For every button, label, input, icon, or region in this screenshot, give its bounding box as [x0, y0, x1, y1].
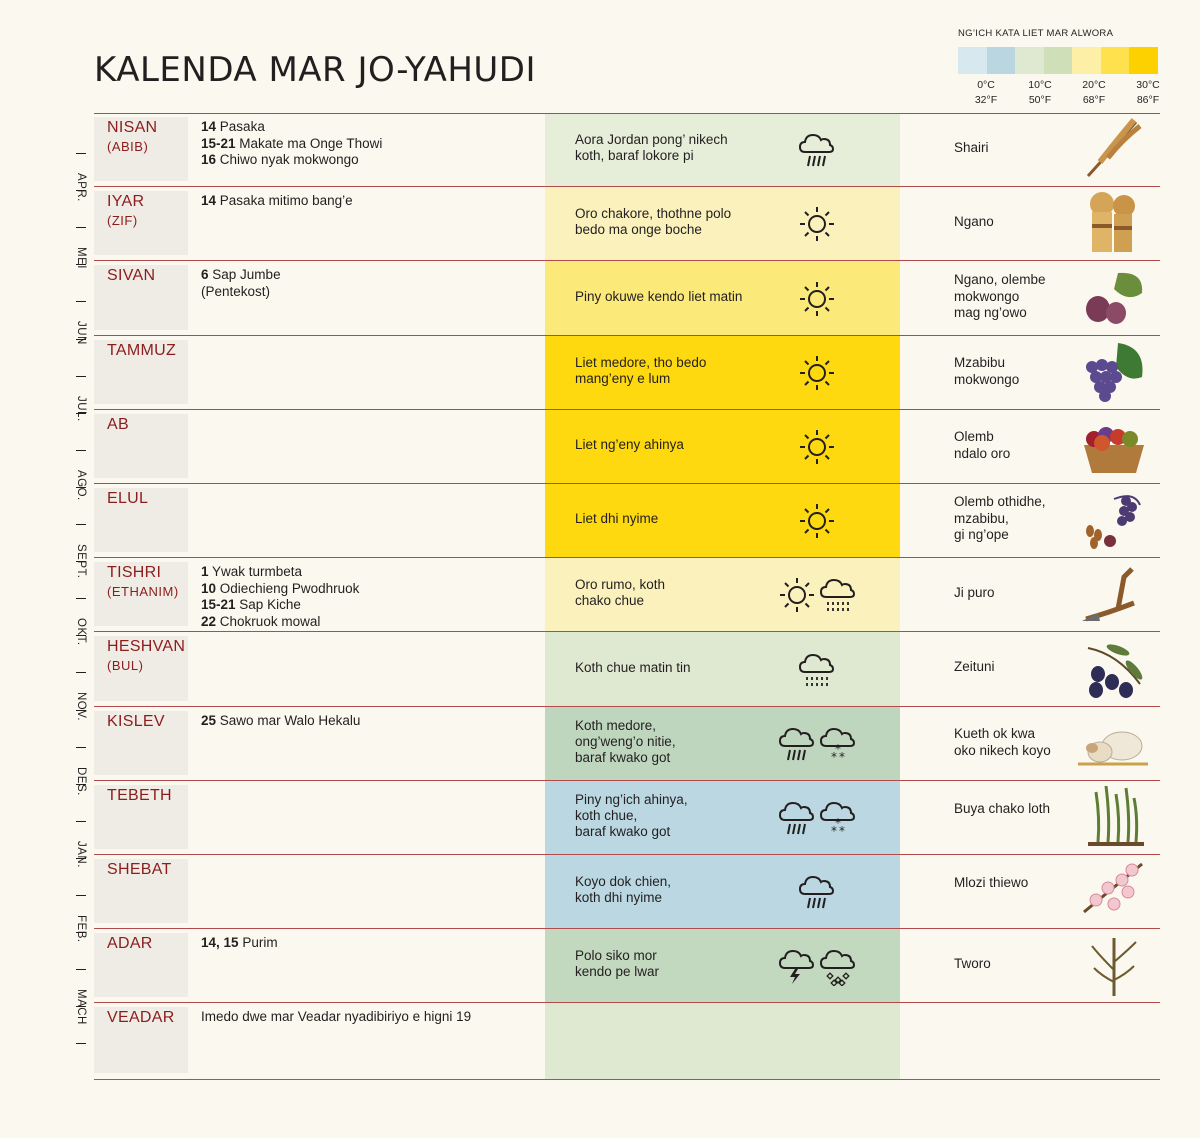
climate-line: Liet dhi nyime [575, 511, 659, 526]
fig-icon [1078, 263, 1150, 340]
climate-description [575, 577, 665, 609]
agriculture-description [954, 140, 989, 157]
legend-tick-celsius: 30°C [1136, 79, 1160, 91]
rain-icon [797, 872, 837, 917]
month-row [94, 410, 1160, 484]
climate-description [575, 355, 706, 387]
climate-line: mang’eny e lum [575, 371, 671, 386]
agriculture-description [954, 429, 1010, 462]
month-row [94, 336, 1160, 410]
svg-text:*: * [839, 750, 845, 764]
climate-line: baraf kwako got [575, 750, 671, 765]
almond-blossom-icon [1078, 856, 1150, 933]
festival-name: Ywak turmbeta [212, 564, 303, 579]
festival-list [201, 935, 278, 952]
gregorian-month-label: MACH [75, 989, 87, 1025]
row-divider [94, 631, 1160, 632]
agriculture-line: Zeituni [954, 659, 995, 674]
grass-icon [1078, 782, 1150, 859]
sun-icon [797, 204, 837, 249]
hail-icon [818, 946, 858, 991]
festival-date: 6 [201, 267, 209, 282]
agriculture-description [954, 726, 1051, 759]
row-divider [94, 1002, 1160, 1003]
month-name: ELUL [107, 490, 149, 507]
month-alt-name: (ZIF) [107, 213, 138, 228]
climate-line: Koth medore, [575, 718, 657, 733]
drizzle-icon [797, 650, 837, 695]
festival-item [201, 193, 353, 210]
row-divider [94, 706, 1160, 707]
festival-item [201, 119, 382, 136]
row-divider [94, 780, 1160, 781]
climate-line: chako chue [575, 593, 645, 608]
olive-icon [1078, 634, 1150, 711]
festival-item [201, 152, 382, 169]
page-title: KALENDA MAR JO-YAHUDI [94, 50, 537, 90]
gregorian-month-label: JUN [75, 321, 87, 345]
climate-line: Koyo dok chien, [575, 874, 672, 889]
festival-name: Makate ma Onge Thowi [239, 135, 383, 151]
festival-list [201, 119, 382, 169]
gregorian-month-label: OKT. [75, 618, 87, 646]
legend-tick-fahrenheit: 32°F [974, 94, 998, 106]
agriculture-line: oko nikech koyo [954, 742, 1051, 758]
festival-list [201, 267, 281, 300]
climate-line: koth chue, [575, 808, 638, 823]
svg-text:*: * [831, 750, 837, 764]
legend-tick-fahrenheit: 68°F [1082, 94, 1106, 106]
climate-description [575, 511, 658, 527]
festival-name: Chiwo nyak mokwongo [219, 152, 359, 167]
month-row [94, 781, 1160, 855]
festival-name: (Pentekost) [201, 283, 271, 299]
agriculture-description [954, 875, 1028, 892]
month-row [94, 261, 1160, 336]
festival-date: 16 [201, 152, 217, 167]
festival-list [201, 193, 353, 210]
plow-icon [1078, 559, 1150, 636]
climate-line: Piny okuwe kendo liet matin [575, 289, 743, 304]
sun-icon [777, 575, 817, 620]
climate-description [575, 660, 691, 676]
legend-tick-celsius: 10°C [1028, 79, 1052, 91]
month-row [94, 632, 1160, 707]
month-boundary-tick [76, 301, 86, 302]
agriculture-description [954, 494, 1046, 544]
agriculture-line: Mlozi thiewo [954, 875, 1029, 890]
month-name: TAMMUZ [107, 342, 177, 359]
festival-list [201, 713, 360, 730]
legend-tick-fahrenheit: 50°F [1028, 94, 1052, 106]
legend-swatch [1044, 47, 1073, 74]
agriculture-line: Shairi [954, 140, 989, 155]
agriculture-line: mokwongo [954, 288, 1020, 304]
gregorian-month-label: JUL. [75, 396, 87, 422]
climate-description [575, 289, 742, 305]
calendar-table [94, 113, 1160, 1079]
snow-icon [818, 798, 858, 843]
climate-description [575, 437, 684, 453]
month-row [94, 558, 1160, 632]
row-divider [94, 1079, 1160, 1080]
festival-name: Sap Kiche [239, 597, 301, 612]
month-alt-name: (BUL) [107, 658, 144, 673]
agriculture-line: ndalo oro [954, 445, 1011, 461]
legend-swatch [958, 47, 987, 74]
agriculture-line: Kueth ok kwa [954, 726, 1036, 741]
month-boundary-tick [76, 969, 86, 970]
row-divider [94, 854, 1160, 855]
sun-icon [797, 427, 837, 472]
festival-list [201, 564, 359, 630]
climate-line: Oro rumo, koth [575, 577, 666, 592]
climate-description [575, 874, 671, 906]
legend-color-bar [958, 47, 1158, 74]
temperature-legend [958, 28, 1158, 108]
svg-text:*: * [831, 824, 837, 838]
gregorian-month-strip [70, 113, 90, 1079]
month-boundary-tick [76, 598, 86, 599]
festival-item [201, 1009, 471, 1026]
festival-item [201, 713, 360, 730]
agriculture-line: mag ng’owo [954, 305, 1027, 320]
climate-line: ong’weng’o nitie, [575, 734, 676, 749]
month-boundary-tick [76, 895, 86, 896]
legend-tick [1020, 78, 1060, 108]
month-row [94, 113, 1160, 187]
agriculture-line: Mzabibu [954, 355, 1006, 370]
climate-line: Koth chue matin tin [575, 660, 691, 675]
gregorian-month-label: DES. [75, 767, 87, 796]
festival-item [201, 935, 278, 952]
month-name: IYAR [107, 193, 145, 210]
sun-icon [797, 279, 837, 324]
row-divider [94, 409, 1160, 410]
row-divider [94, 483, 1160, 484]
gregorian-month-label: NOV. [75, 692, 87, 722]
festival-date: 14 [201, 119, 217, 134]
festival-name: Purim [242, 935, 278, 950]
festival-date: 15-21 [201, 597, 236, 612]
gregorian-month-label: AGO. [75, 470, 87, 501]
festival-item [201, 267, 281, 284]
festival-name: Sawo mar Walo Hekalu [219, 713, 361, 728]
legend-tick-celsius: 0°C [977, 79, 995, 91]
month-name: TISHRI [107, 564, 162, 581]
festival-date: 10 [201, 580, 217, 596]
festival-date: 15-21 [201, 135, 236, 151]
month-row [94, 855, 1160, 929]
climate-line: Polo siko mor [575, 948, 657, 963]
row-divider [94, 113, 1160, 114]
month-boundary-tick [76, 450, 86, 451]
wheat-sheaf-icon [1078, 188, 1150, 265]
climate-line: Aora Jordan pong’ nikech [575, 132, 728, 147]
month-alt-name: (ETHANIM) [107, 584, 179, 599]
sun-icon [797, 353, 837, 398]
climate-cell [545, 1003, 900, 1079]
festival-name: Sap Jumbe [212, 267, 281, 282]
month-row [94, 187, 1160, 261]
agriculture-description [954, 585, 995, 602]
legend-ticks [958, 78, 1158, 108]
month-alt-name: (ABIB) [107, 139, 149, 154]
month-boundary-tick [76, 821, 86, 822]
agriculture-line: gi ng’ope [954, 527, 1009, 542]
climate-description [575, 718, 676, 766]
month-row [94, 1003, 1160, 1079]
row-divider [94, 557, 1160, 558]
festival-name: Odiechieng Pwodhruok [219, 580, 360, 596]
festival-item [201, 581, 359, 598]
festival-name: Pasaka mitimo bang’e [219, 193, 353, 208]
agriculture-line: Tworo [954, 956, 991, 971]
agriculture-line: Ji puro [954, 585, 995, 600]
climate-line: Oro chakore, thothne polo [575, 206, 732, 221]
month-boundary-tick [76, 227, 86, 228]
agriculture-description [954, 272, 1046, 322]
agriculture-line: mzabibu, [954, 510, 1009, 526]
legend-tick [1128, 78, 1168, 108]
climate-line: kendo pe lwar [575, 964, 660, 979]
month-boundary-tick [76, 524, 86, 525]
svg-text:*: * [835, 816, 841, 830]
climate-description [575, 792, 688, 840]
festival-date: 22 [201, 613, 217, 629]
month-name: SIVAN [107, 267, 156, 284]
legend-tick [1074, 78, 1114, 108]
agriculture-description [954, 659, 995, 676]
legend-swatch [987, 47, 1016, 74]
svg-text:*: * [839, 824, 845, 838]
agriculture-line: Ngano, olembe [954, 272, 1046, 287]
month-boundary-tick [76, 376, 86, 377]
flax-icon [1078, 930, 1150, 1007]
climate-line: Liet medore, tho bedo [575, 355, 707, 370]
legend-swatch [1072, 47, 1101, 74]
barley-icon [1078, 114, 1150, 191]
climate-description [575, 132, 728, 164]
climate-line: koth dhi nyime [575, 890, 663, 905]
month-row [94, 484, 1160, 558]
month-name: SHEBAT [107, 861, 172, 878]
agriculture-line: Olemb [954, 429, 994, 444]
climate-line: Liet ng’eny ahinya [575, 437, 684, 452]
row-divider [94, 260, 1160, 261]
festival-item [201, 564, 359, 581]
legend-tick-fahrenheit: 86°F [1136, 94, 1160, 106]
legend-title: NG’ICH KATA LIET MAR ALWORA [958, 28, 1114, 39]
month-boundary-tick [76, 747, 86, 748]
agriculture-line: Olemb othidhe, [954, 494, 1046, 509]
month-name: KISLEV [107, 713, 165, 730]
snow-icon [818, 724, 858, 769]
fruit-basket-icon [1078, 411, 1150, 488]
climate-line: bedo ma onge boche [575, 222, 702, 237]
month-name: NISAN [107, 119, 158, 136]
month-row [94, 929, 1160, 1003]
month-boundary-tick [76, 672, 86, 673]
month-row [94, 707, 1160, 781]
climate-description [575, 206, 731, 238]
storm-icon [777, 946, 817, 991]
legend-swatch [1101, 47, 1130, 74]
festival-list [201, 1009, 471, 1026]
legend-swatch [1129, 47, 1158, 74]
legend-tick-celsius: 20°C [1082, 79, 1106, 91]
agriculture-description [954, 801, 1050, 818]
gregorian-month-label: MEI [75, 247, 87, 269]
festival-name: Pasaka [219, 119, 265, 134]
dates-icon [1078, 485, 1150, 562]
festival-date: 25 [201, 713, 217, 728]
festival-item [201, 136, 382, 153]
agriculture-line: Ngano [954, 214, 994, 229]
legend-tick [966, 78, 1006, 108]
legend-swatch [1015, 47, 1044, 74]
rain-icon [777, 724, 817, 769]
climate-line: baraf kwako got [575, 824, 671, 839]
agriculture-line: mokwongo [954, 371, 1020, 387]
month-boundary-tick [76, 1043, 86, 1044]
agriculture-description [954, 214, 994, 231]
grapes-icon [1078, 337, 1150, 414]
row-divider [94, 335, 1160, 336]
gregorian-month-label: JAN. [75, 841, 87, 868]
svg-text:*: * [835, 742, 841, 756]
rain-icon [777, 798, 817, 843]
agriculture-line: Buya chako loth [954, 801, 1051, 816]
festival-date: 1 [201, 564, 209, 579]
row-divider [94, 928, 1160, 929]
climate-description [575, 948, 659, 980]
festival-name: Imedo dwe mar Veadar nyadibiriyo e higni 19 [201, 1009, 472, 1024]
month-boundary-tick [76, 153, 86, 154]
climate-line: koth, baraf lokore pi [575, 148, 694, 163]
festival-date: 14, 15 [201, 935, 239, 950]
sun-icon [797, 501, 837, 546]
month-name: VEADAR [107, 1009, 175, 1026]
month-name: TEBETH [107, 787, 172, 804]
row-divider [94, 186, 1160, 187]
sheep-icon [1078, 708, 1150, 785]
gregorian-month-label: SEPT. [75, 544, 87, 579]
month-name: AB [107, 416, 129, 433]
festival-item [201, 614, 359, 631]
gregorian-month-label: FEB. [75, 915, 87, 943]
agriculture-description [954, 956, 991, 973]
drizzle-icon [818, 575, 858, 620]
agriculture-description [954, 355, 1019, 388]
rain-icon [797, 130, 837, 175]
month-name: HESHVAN [107, 638, 186, 655]
climate-line: Piny ng’ich ahinya, [575, 792, 688, 807]
gregorian-month-label: APR. [75, 173, 87, 202]
festival-item [201, 284, 281, 301]
month-name: ADAR [107, 935, 153, 952]
festival-item [201, 597, 359, 614]
festival-name: Chokruok mowal [219, 613, 321, 629]
festival-date: 14 [201, 193, 217, 208]
